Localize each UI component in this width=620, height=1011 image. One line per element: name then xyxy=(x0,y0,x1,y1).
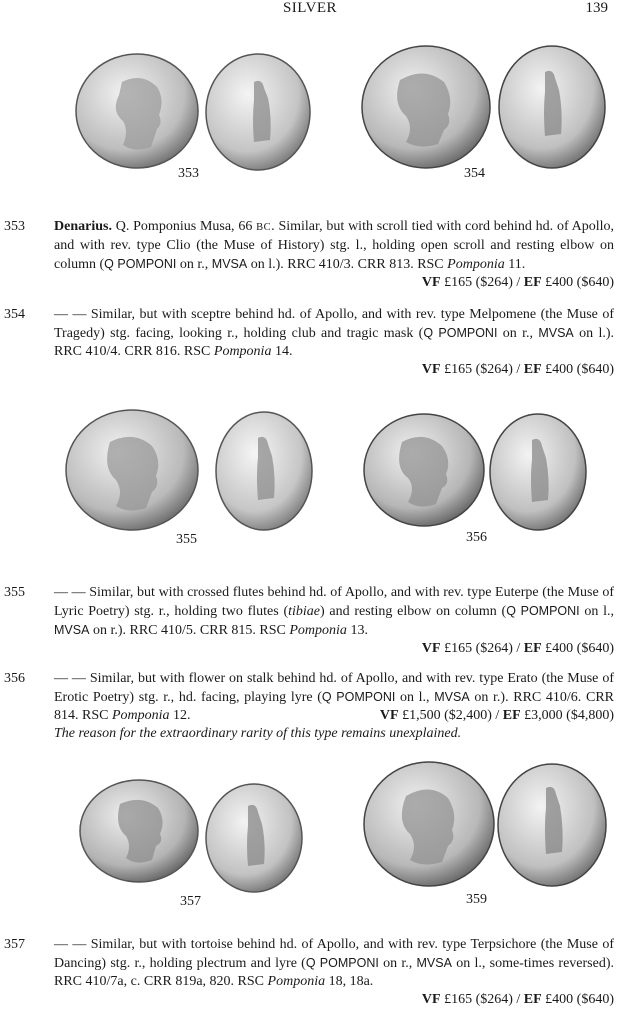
grade-vf: VF xyxy=(421,992,441,1007)
legend-text: Q POMPONI xyxy=(506,604,580,618)
price-vf: £165 ($264) / xyxy=(440,362,524,377)
entry-number: 356 xyxy=(4,671,25,686)
price xyxy=(422,274,614,292)
entry-text: — — Similar, but with flower on stalk behind hd. of Apollo, and with rev. type Erato (the Muse of Erotic Poetry) stg. r., hd. facing, playing lyre ( xyxy=(54,671,614,705)
grade-ef: EF xyxy=(502,708,521,723)
price-vf: £165 ($264) / xyxy=(440,641,524,656)
grade-ef: EF xyxy=(523,992,542,1007)
caption-359: 359 xyxy=(466,892,487,907)
entry-text: 13. xyxy=(346,623,368,638)
price xyxy=(54,640,614,658)
entry-text: 12. xyxy=(169,708,191,723)
caption-356: 356 xyxy=(466,530,487,545)
entry-text: on l., some-times reversed). RRC 410/7a, c. CRR 819a, 820. RSC xyxy=(54,956,615,989)
grade-ef: EF xyxy=(523,275,542,290)
rarity-note: The reason for the extraordinary rarity of this type remains unexplained. xyxy=(54,726,462,741)
entry-text: 18, 18a. xyxy=(325,974,374,989)
legend-text: MVSA xyxy=(416,956,452,970)
entry-text: on l.). RRC 410/4. CRR 816. RSC xyxy=(54,326,615,359)
entry-text: on r., xyxy=(176,257,212,272)
entry-text: . Similar, but with scroll tied with cord behind hd. of Apollo, and with rev. type Clio (the Muse of History) stg. l., holding open scroll and resting elbow on column ( xyxy=(54,219,615,272)
reference-name: Pomponia xyxy=(213,344,272,359)
entry-number: 353 xyxy=(4,219,25,234)
section-title: SILVER xyxy=(282,0,338,16)
grade-vf: VF xyxy=(379,708,399,723)
entry-text: on r.). RRC 410/5. CRR 815. RSC xyxy=(89,623,290,638)
entry-text: ) and resting elbow on column ( xyxy=(320,604,507,619)
entry-text: on l.). RRC 410/3. CRR 813. RSC xyxy=(247,257,448,272)
price xyxy=(54,361,614,379)
denomination: Denarius. xyxy=(54,219,112,234)
entry-text: 11. xyxy=(504,257,526,272)
page-number: 139 xyxy=(585,0,608,16)
running-header xyxy=(0,0,620,20)
reference-name: Pomponia xyxy=(267,974,326,989)
entry-number: 357 xyxy=(4,937,25,952)
price-ef: £3,000 ($4,800) xyxy=(520,708,614,723)
coin-photo-354-reverse xyxy=(497,44,607,170)
price-ef: £400 ($640) xyxy=(541,362,614,377)
era-abbrev: BC xyxy=(256,222,272,233)
entry-text: — — Similar, but with tortoise behind hd. of Apollo, and with rev. type Terpsichore (the Muse of Dancing) stg. r., holding plectrum and lyre ( xyxy=(54,937,614,971)
legend-text: MVSA xyxy=(211,257,248,271)
coin-photo-356-obverse xyxy=(362,412,486,528)
reference-name: Pomponia xyxy=(111,708,170,723)
coin-photo-355-obverse xyxy=(64,408,200,532)
entry-number: 354 xyxy=(4,307,25,322)
price xyxy=(54,991,614,1009)
coin-photo-356-reverse xyxy=(488,412,588,532)
grade-vf: VF xyxy=(421,641,441,656)
price-vf: £165 ($264) / xyxy=(440,275,524,290)
price-ef: £400 ($640) xyxy=(541,641,614,656)
legend-text: Q POMPONI xyxy=(423,326,498,340)
entry-text: on l., xyxy=(395,690,435,705)
entry-text: — — Similar, but with sceptre behind hd. of Apollo, and with rev. type Melpomene (the Muse of Tragedy) stg. facing, looking r., holding club and tragic mask ( xyxy=(54,307,614,341)
entry-text: on l., xyxy=(579,604,615,619)
legend-text: MVSA xyxy=(54,623,90,637)
coin-photo-359-obverse xyxy=(362,760,496,888)
entry-text: on r., xyxy=(497,326,539,341)
caption-353: 353 xyxy=(178,166,199,181)
reference-name: Pomponia xyxy=(447,257,505,272)
coin-photo-355-reverse xyxy=(214,410,314,532)
entry-text: Q. Pomponius Musa, 66 xyxy=(111,219,257,234)
entry-text: 14. xyxy=(271,344,293,359)
caption-355: 355 xyxy=(176,532,197,547)
legend-text: Q POMPONI xyxy=(321,690,396,704)
latin-term: tibiae xyxy=(288,604,320,619)
price-vf: £1,500 ($2,400) / xyxy=(398,708,503,723)
grade-vf: VF xyxy=(421,362,441,377)
legend-text: MVSA xyxy=(434,690,470,704)
coin-photo-354-obverse xyxy=(360,44,492,170)
legend-text: Q POMPONI xyxy=(305,956,379,970)
coin-photo-359-reverse xyxy=(496,762,608,888)
legend-text: Q POMPONI xyxy=(104,257,177,271)
coin-photo-353-reverse xyxy=(204,52,312,172)
grade-ef: EF xyxy=(523,641,542,656)
entry-text: on r.). RRC 410/6. CRR 814. RSC xyxy=(54,690,614,723)
price-ef: £400 ($640) xyxy=(541,275,614,290)
coin-photo-357-reverse xyxy=(204,782,304,894)
entry-text: — — Similar, but with crossed flutes behind hd. of Apollo, and with rev. type Euterpe (the Muse of Lyric Poetry) stg. r., holding two flutes ( xyxy=(54,585,614,619)
entry-text: on r., xyxy=(378,956,417,971)
coin-photo-357-obverse xyxy=(78,778,200,884)
reference-name: Pomponia xyxy=(289,623,347,638)
legend-text: MVSA xyxy=(538,326,574,340)
grade-ef: EF xyxy=(523,362,542,377)
caption-354: 354 xyxy=(464,166,485,181)
price xyxy=(380,707,614,725)
coin-photo-353-obverse xyxy=(74,52,200,170)
price-ef: £400 ($640) xyxy=(541,992,614,1007)
price-vf: £165 ($264) / xyxy=(440,992,524,1007)
entry-number: 355 xyxy=(4,585,25,600)
caption-357: 357 xyxy=(180,894,201,909)
grade-vf: VF xyxy=(421,275,441,290)
